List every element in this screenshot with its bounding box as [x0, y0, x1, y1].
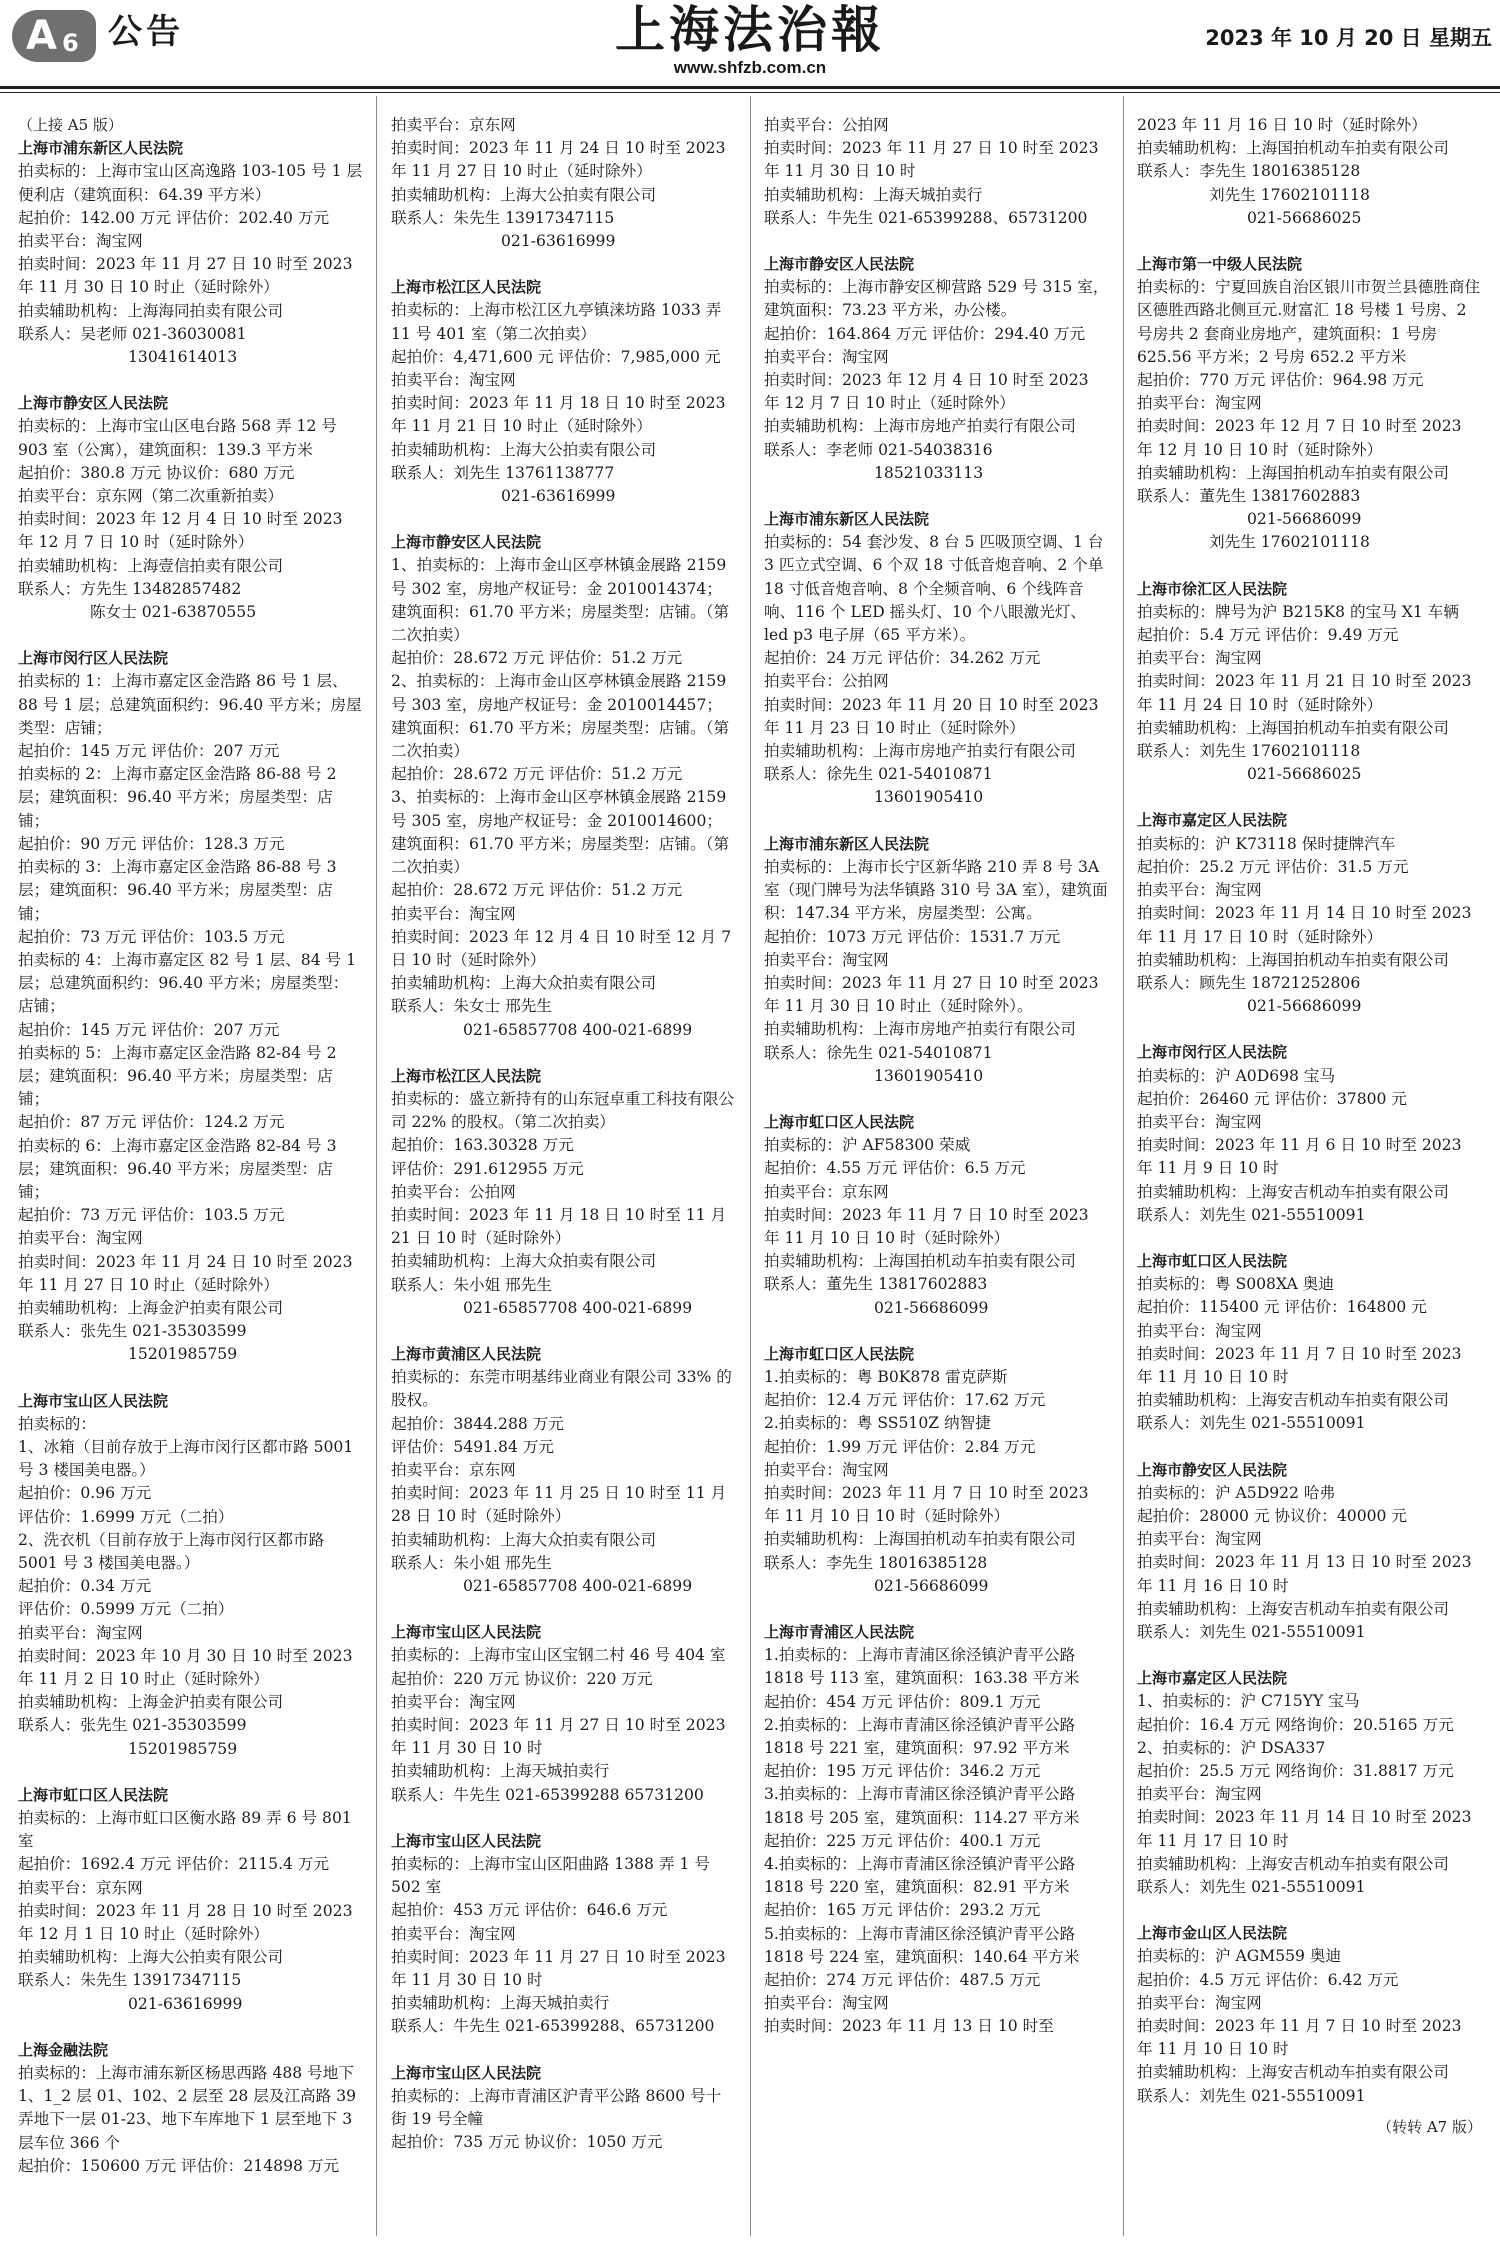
notice-line: 起拍价：73 万元 评估价：103.5 万元	[18, 927, 285, 946]
notice-separator	[391, 2039, 736, 2062]
notice-line: 拍卖时间：2023 年 11 月 27 日 10 时至 2023 年 11 月 30 日 10 时止（延时除外）	[18, 255, 353, 297]
notice-line: 拍卖时间：2023 年 11 月 14 日 10 时至 2023 年 11 月 17 日 10 时（延时除外）	[1137, 904, 1472, 946]
notice-line: 起拍价：0.34 万元	[18, 1577, 152, 1596]
page-letter: A	[26, 13, 57, 59]
notice-line: 拍卖时间：2023 年 12 月 7 日 10 时至 2023 年 12 月 10 日 10 时（延时除外）	[1137, 417, 1462, 459]
notice-line: 拍卖标的：东莞市明基纬业商业有限公司 33% 的股权。	[391, 1368, 732, 1410]
notice-line: 拍卖时间：2023 年 11 月 21 日 10 时至 2023 年 11 月 24 日 10 时（延时除外）	[1137, 672, 1472, 714]
court-name: 上海市虹口区人民法院	[764, 1344, 915, 1363]
notice-line: 2023 年 11 月 16 日 10 时（延时除外）	[1137, 116, 1427, 134]
notice-line: 起拍价：165 万元 评估价：293.2 万元	[764, 1901, 1041, 1920]
notice-line: 拍卖标的 5：上海市嘉定区金浩路 82-84 号 2 层；建筑面积：96.40 平方米；房屋类型：店铺；	[18, 1043, 337, 1109]
notice-line: 评估价：0.5999 万元（二拍）	[18, 1600, 234, 1619]
notice-line: 联系人：牛先生 021-65399288、65731200	[764, 208, 1088, 227]
notice-line: 拍卖标的：沪 K73118 保时捷牌汽车	[1137, 834, 1396, 853]
notice-line: 拍卖平台：淘宝网	[764, 1460, 889, 1479]
notice-line: 拍卖标的：上海市静安区柳营路 529 号 315 室，建筑面积：73.23 平方米，办公楼。	[764, 278, 1109, 320]
contact-line: 刘先生 17602101118	[1209, 533, 1370, 552]
notice-line: 拍卖平台：淘宝网	[1137, 1321, 1262, 1340]
notice-line: 拍卖标的 2：上海市嘉定区金浩路 86-88 号 2 层；建筑面积：96.40 平方米；房屋类型：店铺；	[18, 765, 337, 830]
notice-line: 起拍价：1692.4 万元 评估价：2115.4 万元	[18, 1855, 330, 1874]
court-name: 上海市静安区人民法院	[18, 394, 169, 413]
announcement-columns	[14, 96, 1490, 2246]
notice-line: 联系人：李先生 18016385128	[764, 1553, 988, 1572]
notice-line: 拍卖平台：淘宝网	[1137, 649, 1262, 668]
court-name: 上海市静安区人民法院	[1137, 1460, 1288, 1479]
notice-line: 拍卖平台：淘宝网	[1137, 1993, 1262, 2012]
notice-line: 起拍价：274 万元 评估价：487.5 万元	[764, 1971, 1041, 1990]
notice-line: 拍卖标的 6：上海市嘉定区金浩路 82-84 号 3 层；建筑面积：96.40 平方米；房屋类型：店铺；	[18, 1136, 337, 1201]
notice-line: 起拍价：4.5 万元 评估价：6.42 万元	[1137, 1970, 1399, 1989]
notice-line: 起拍价：1073 万元 评估价：1531.7 万元	[764, 927, 1061, 946]
notice-line: 3.拍卖标的：上海市青浦区徐泾镇沪青平公路 1818 号 205 室，建筑面积：114.27 平方米	[764, 1785, 1080, 1827]
contact-number: 13601905410	[874, 1066, 984, 1085]
notice-line: 联系人：朱小姐 邢先生	[391, 1553, 552, 1572]
notice-line: 拍卖辅助机构：上海大众拍卖有限公司	[391, 1252, 657, 1271]
notice-line: 起拍价：220 万元 协议价：220 万元	[391, 1669, 653, 1688]
notice-line: 起拍价：87 万元 评估价：124.2 万元	[18, 1113, 285, 1132]
notice-separator	[764, 1320, 1109, 1343]
court-name: 上海市浦东新区人民法院	[18, 139, 184, 158]
notice-line: 拍卖辅助机构：上海市房地产拍卖行有限公司	[764, 742, 1076, 761]
notice-line: 拍卖标的：牌号为沪 B215K8 的宝马 X1 车辆	[1137, 602, 1459, 621]
notice-line: 拍卖辅助机构：上海大众拍卖有限公司	[391, 974, 657, 993]
notice-line: 拍卖标的：上海市宝山区电台路 568 弄 12 号 903 室（公寓），建筑面积：139.3 平方米	[18, 417, 337, 459]
column-divider	[750, 96, 751, 2236]
notice-line: 起拍价：12.4 万元 评估价：17.62 万元	[764, 1391, 1046, 1410]
notice-line: 拍卖标的：上海市浦东新区杨思西路 488 号地下 1、1_2 层 01、102、2 层至 28 层及江高路 39 弄地下一层 01-23、地下车库地下 1 层至地下 3 层车位 366 个	[18, 2064, 357, 2152]
court-name: 上海市松江区人民法院	[391, 278, 542, 297]
notice-line: 拍卖时间：2023 年 11 月 24 日 10 时至 2023 年 11 月 27 日 10 时止（延时除外）	[391, 139, 726, 181]
notice-line: 拍卖时间：2023 年 11 月 13 日 10 时至 2023 年 11 月 16 日 10 时	[1137, 1553, 1472, 1595]
notice-line: 起拍价：25.5 万元 网络询价：31.8817 万元	[1137, 1762, 1454, 1780]
notice-separator	[18, 369, 363, 392]
notice-line: 联系人：张先生 021-35303599	[18, 1322, 247, 1341]
notice-separator	[18, 624, 363, 647]
court-name: 上海金融法院	[18, 2040, 109, 2059]
notice-line: 拍卖辅助机构：上海国拍机动车拍卖有限公司	[1137, 950, 1449, 969]
notice-line: 拍卖标的：上海市宝山区阳曲路 1388 弄 1 号 502 室	[391, 1855, 710, 1897]
contact-number: 13601905410	[874, 788, 984, 807]
court-name: 上海市嘉定区人民法院	[1137, 1669, 1288, 1688]
notice-line: 联系人：朱小姐 邢先生	[391, 1275, 552, 1294]
contact-line: 021-65857708 400-021-6899	[463, 1020, 693, 1039]
notice-line: 2.拍卖标的：上海市青浦区徐泾镇沪青平公路 1818 号 221 室，建筑面积：97.92 平方米	[764, 1715, 1076, 1757]
court-name: 上海市宝山区人民法院	[18, 1391, 169, 1410]
contact-number: 15201985759	[128, 1739, 238, 1758]
court-name: 上海市浦东新区人民法院	[764, 510, 930, 529]
notice-line: 起拍价：770 万元 评估价：964.98 万元	[1137, 371, 1424, 390]
court-name: 上海市金山区人民法院	[1137, 1924, 1288, 1943]
newspaper-url[interactable]: www.shfzb.com.cn	[673, 58, 827, 77]
notice-line: 评估价：5491.84 万元	[391, 1437, 555, 1456]
notice-line: 1、冰箱（目前存放于上海市闵行区都市路 5001 号 3 楼国美电器。）	[18, 1437, 354, 1480]
notice-line: 联系人：刘先生 13761138777	[391, 463, 615, 482]
header-rule-thin	[0, 92, 1500, 93]
notice-line: 拍卖辅助机构：上海天城拍卖行	[391, 1994, 610, 2013]
notice-separator	[391, 1598, 736, 1621]
notice-line: 拍卖平台：京东网	[764, 1182, 889, 1201]
notice-separator	[1137, 555, 1482, 578]
notice-line: 联系人：吴老师 021-36030081	[18, 324, 247, 343]
court-name: 上海市静安区人民法院	[764, 255, 915, 274]
notice-separator	[1137, 786, 1482, 809]
notice-line: 联系人：董先生 13817602883	[764, 1275, 988, 1294]
notice-line: 起拍价：453 万元 评估价：646.6 万元	[391, 1901, 668, 1920]
notice-line: 拍卖辅助机构：上海国拍机动车拍卖有限公司	[764, 1530, 1076, 1549]
court-name: 上海市黄浦区人民法院	[391, 1344, 542, 1363]
notice-line: 拍卖辅助机构：上海安吉机动车拍卖有限公司	[1137, 2063, 1449, 2082]
notice-line: 拍卖辅助机构：上海大众拍卖有限公司	[391, 1530, 657, 1549]
notice-line: 拍卖时间：2023 年 11 月 18 日 10 时至 11 月 21 日 10 时（延时除外）	[391, 1205, 727, 1248]
notice-line: 拍卖时间：2023 年 11 月 27 日 10 时至 2023 年 11 月 30 日 10 时	[764, 139, 1099, 181]
notice-line: 联系人：牛先生 021-65399288 65731200	[391, 1785, 704, 1804]
court-name: 上海市松江区人民法院	[391, 1066, 542, 1085]
notice-line: 拍卖平台：京东网	[391, 116, 516, 134]
contact-number: 021-56686099	[874, 1576, 989, 1595]
column-divider	[376, 96, 377, 2236]
notice-line: 评估价：291.612955 万元	[391, 1159, 584, 1178]
notice-line: 拍卖辅助机构：上海安吉机动车拍卖有限公司	[1137, 1854, 1449, 1873]
notice-separator	[1137, 1436, 1482, 1459]
notice-line: 起拍价：4,471,600 元 评估价：7,985,000 元	[391, 347, 721, 366]
notice-line: 起拍价：28.672 万元 评估价：51.2 万元	[391, 765, 683, 784]
notice-line: 起拍价：115400 元 评估价：164800 元	[1137, 1298, 1427, 1317]
notice-line: 联系人：徐先生 021-54010871	[764, 765, 993, 784]
notice-line: 拍卖平台：公拍网	[764, 672, 889, 691]
notice-line: 起拍价：145 万元 评估价：207 万元	[18, 1020, 280, 1039]
notice-separator	[18, 1761, 363, 1784]
court-name: 上海市宝山区人民法院	[391, 1623, 542, 1642]
masthead	[0, 0, 1500, 86]
notice-line: 拍卖平台：淘宝网	[764, 347, 889, 366]
court-name: 上海市嘉定区人民法院	[1137, 811, 1288, 830]
newspaper-logo: 上海法治報	[615, 0, 885, 59]
notice-line: 拍卖平台：京东网	[391, 1460, 516, 1479]
notice-separator	[764, 1598, 1109, 1621]
notice-line: 拍卖时间：2023 年 11 月 14 日 10 时至 2023 年 11 月 17 日 10 时	[1137, 1808, 1472, 1850]
notice-line: 拍卖平台：京东网（第二次重新拍卖）	[18, 487, 284, 506]
notice-line: 联系人：顾先生 18721252806	[1137, 973, 1361, 992]
notice-line: 联系人：刘先生 021-55510091	[1137, 1878, 1366, 1897]
contact-number: 021-63616999	[128, 1994, 243, 2013]
notice-line: 拍卖平台：淘宝网	[1137, 881, 1262, 900]
notice-line: 联系人：李先生 18016385128	[1137, 162, 1361, 181]
notice-line: 起拍价：164.864 万元 评估价：294.40 万元	[764, 324, 1086, 343]
contact-line: 陈女士 021-63870555	[90, 603, 257, 622]
notice-line: 拍卖辅助机构：上海金沪拍卖有限公司	[18, 1693, 284, 1712]
notice-line: 拍卖辅助机构：上海大公拍卖有限公司	[18, 1948, 284, 1967]
notice-line: 联系人：刘先生 17602101118	[1137, 742, 1361, 761]
notice-line: 拍卖辅助机构：上海大公拍卖有限公司	[391, 185, 657, 204]
notice-line: 拍卖标的：54 套沙发、8 台 5 匹吸顶空调、1 台 3 匹立式空调、6 个双 18 寸低音炮音响、2 个单 18 寸低音炮音响、8 个全频音响、6 个线阵音响、116 个 LED 摇头灯、10 个八眼激光灯、led p3 电子屏（65 平方米）。	[764, 533, 1104, 645]
notice-line: 2、洗衣机（目前存放于上海市闵行区都市路 5001 号 3 楼国美电器。）	[18, 1530, 325, 1572]
notice-line: 拍卖平台：淘宝网	[391, 1924, 516, 1943]
court-name: 上海市浦东新区人民法院	[764, 834, 930, 853]
column-divider	[1123, 96, 1124, 2236]
notice-separator	[391, 1320, 736, 1343]
notice-line: 拍卖辅助机构：上海国拍机动车拍卖有限公司	[1137, 463, 1449, 482]
continued-on: （转转 A7 版）	[1377, 2117, 1482, 2136]
notice-separator	[391, 1042, 736, 1065]
notice-separator	[391, 253, 736, 276]
notice-line: 5.拍卖标的：上海市青浦区徐泾镇沪青平公路 1818 号 224 室，建筑面积：140.64 平方米	[764, 1924, 1080, 1966]
notice-line: 1、拍卖标的：上海市金山区亭林镇金展路 2159 号 302 室，房地产权证号：金 2010014374；建筑面积：61.70 平方米；房屋类型：店铺。（第二次拍卖）	[391, 556, 730, 645]
contact-number: 021-56686025	[1247, 765, 1362, 784]
column-1	[18, 114, 363, 2244]
notice-line: 拍卖标的：宁夏回族自治区银川市贺兰县德胜商住区德胜西路北侧亘元.财富汇 18 号楼 1 号房、2 号房共 2 套商业房地产，建筑面积：1 号房 625.56 平方米；2 号房 652.2 平方米	[1137, 278, 1481, 366]
notice-line: 起拍价：150600 万元 评估价：214898 万元	[18, 2156, 340, 2175]
notice-line: 联系人：张先生 021-35303599	[18, 1716, 247, 1735]
notice-line: 拍卖平台：淘宝网	[1137, 1112, 1262, 1131]
notice-separator	[1137, 1899, 1482, 1922]
contact-line: 刘先生 17602101118	[1209, 185, 1370, 204]
notice-line: 起拍价：28.672 万元 评估价：51.2 万元	[391, 649, 683, 668]
notice-line: 联系人：牛先生 021-65399288、65731200	[391, 2017, 715, 2036]
notice-line: 起拍价：5.4 万元 评估价：9.49 万元	[1137, 626, 1399, 645]
notice-line: 拍卖辅助机构：上海安吉机动车拍卖有限公司	[1137, 1182, 1449, 1201]
notice-line: 拍卖标的 3：上海市嘉定区金浩路 86-88 号 3 层；建筑面积：96.40 平方米；房屋类型：店铺；	[18, 858, 337, 923]
notice-line: 联系人：朱先生 13917347115	[391, 208, 615, 227]
page-number: 6	[62, 29, 79, 57]
column-3	[764, 114, 1109, 2244]
notice-line: 拍卖标的 1：上海市嘉定区金浩路 86 号 1 层、88 号 1 层；总建筑面积约：96.40 平方米；房屋类型：店铺；	[18, 672, 362, 737]
contact-number: 18521033113	[874, 463, 984, 482]
notice-line: 拍卖标的：上海市宝山区宝钢二村 46 号 404 室	[391, 1646, 726, 1665]
notice-line: 拍卖时间：2023 年 11 月 13 日 10 时至	[764, 2017, 1054, 2036]
notice-line: 拍卖辅助机构：上海市房地产拍卖行有限公司	[764, 1020, 1076, 1039]
page-number-badge	[12, 10, 96, 62]
contact-number: 021-56686099	[874, 1298, 989, 1317]
court-name: 上海市虹口区人民法院	[764, 1112, 915, 1131]
column-4	[1137, 114, 1482, 2244]
notice-line: 拍卖标的：上海市宝山区高逸路 103-105 号 1 层便利店（建筑面积：64.39 平方米）	[18, 162, 363, 204]
court-name: 上海市宝山区人民法院	[391, 2063, 542, 2082]
notice-line: 拍卖辅助机构：上海市房地产拍卖行有限公司	[764, 417, 1076, 436]
notice-separator	[1137, 1018, 1482, 1041]
notice-line: 联系人：朱先生 13917347115	[18, 1971, 242, 1990]
notice-line: 拍卖时间：2023 年 11 月 7 日 10 时至 2023 年 11 月 10 日 10 时（延时除外）	[764, 1483, 1089, 1526]
notice-separator	[764, 810, 1109, 833]
notice-line: 起拍价：735 万元 协议价：1050 万元	[391, 2133, 663, 2152]
notice-line: 拍卖时间：2023 年 11 月 27 日 10 时至 2023 年 11 月 30 日 10 时	[391, 1716, 726, 1758]
notice-line: 联系人：刘先生 021-55510091	[1137, 1622, 1366, 1641]
notice-line: 联系人：刘先生 021-55510091	[1137, 1205, 1366, 1224]
contact-number: 021-63616999	[501, 487, 616, 506]
contact-number: 15201985759	[128, 1345, 238, 1364]
notice-separator	[1137, 230, 1482, 253]
notice-line: 起拍价：90 万元 评估价：128.3 万元	[18, 834, 285, 853]
court-name: 上海市闵行区人民法院	[18, 649, 169, 668]
notice-line: 拍卖时间：2023 年 11 月 24 日 10 时至 2023 年 11 月 27 日 10 时止（延时除外）	[18, 1252, 353, 1294]
notice-line: 拍卖时间：2023 年 11 月 28 日 10 时至 2023 年 12 月 1 日 10 时止（延时除外）	[18, 1901, 353, 1944]
contact-line: 021-65857708 400-021-6899	[463, 1298, 693, 1317]
notice-line: 拍卖标的：上海市松江区九亭镇涞坊路 1033 弄 11 号 401 室（第二次拍卖）	[391, 301, 722, 343]
court-name: 上海市徐汇区人民法院	[1137, 579, 1288, 598]
notice-line: 起拍价：380.8 万元 协议价：680 万元	[18, 463, 295, 482]
notice-line: 拍卖辅助机构：上海安吉机动车拍卖有限公司	[1137, 1599, 1449, 1618]
notice-line: 联系人：刘先生 021-55510091	[1137, 1414, 1366, 1433]
notice-line: 拍卖平台：淘宝网	[1137, 394, 1262, 413]
contact-number: 021-63616999	[501, 232, 616, 251]
court-name: 上海市宝山区人民法院	[391, 1831, 542, 1850]
notice-line: 2、拍卖标的：沪 DSA337	[1137, 1738, 1326, 1757]
notice-line: 起拍价：28.672 万元 评估价：51.2 万元	[391, 881, 683, 900]
notice-line: 起拍价：145 万元 评估价：207 万元	[18, 742, 280, 761]
notice-line: 起拍价：0.96 万元	[18, 1484, 152, 1503]
notice-line: 拍卖平台：淘宝网	[18, 232, 143, 251]
notice-line: 起拍价：28000 元 协议价：40000 元	[1137, 1506, 1408, 1525]
notice-line: 拍卖时间：2023 年 10 月 30 日 10 时至 2023 年 11 月 2 日 10 时止（延时除外）	[18, 1646, 353, 1688]
notice-line: 拍卖平台：淘宝网	[391, 904, 516, 923]
contact-number: 021-56686099	[1247, 997, 1362, 1016]
contact-number: 13041614013	[128, 348, 238, 367]
notice-line: 拍卖辅助机构：上海国拍机动车拍卖有限公司	[1137, 139, 1449, 158]
notice-line: 拍卖平台：淘宝网	[18, 1229, 143, 1248]
notice-line: 拍卖时间：2023 年 11 月 7 日 10 时至 2023 年 11 月 10 日 10 时	[1137, 2017, 1462, 2059]
notice-line: 拍卖辅助机构：上海大公拍卖有限公司	[391, 440, 657, 459]
court-name: 上海市青浦区人民法院	[764, 1622, 915, 1641]
notice-line: 起拍价：16.4 万元 网络询价：20.5165 万元	[1137, 1715, 1454, 1734]
notice-line: 拍卖辅助机构：上海安吉机动车拍卖有限公司	[1137, 1391, 1449, 1410]
continued-from: （上接 A5 版）	[18, 116, 123, 134]
notice-line: 拍卖时间：2023 年 11 月 27 日 10 时至 2023 年 11 月 30 日 10 时	[391, 1947, 726, 1990]
notice-separator	[18, 1367, 363, 1390]
notice-line: 拍卖标的：上海市虹口区衡水路 89 弄 6 号 801 室	[18, 1809, 352, 1851]
notice-line: 1、拍卖标的：沪 C715YY 宝马	[1137, 1692, 1360, 1711]
notice-line: 拍卖标的 4：上海市嘉定区 82 号 1 层、84 号 1 层；总建筑面积约：96.40 平方米；房屋类型：店铺；	[18, 950, 357, 1016]
notice-line: 拍卖标的：沪 AF58300 荣威	[764, 1136, 971, 1155]
notice-line: 拍卖标的：	[18, 1414, 96, 1433]
notice-line: 拍卖平台：公拍网	[764, 116, 889, 134]
notice-line: 评估价：1.6999 万元（二拍）	[18, 1507, 234, 1526]
notice-line: 拍卖时间：2023 年 12 月 4 日 10 时至 2023 年 12 月 7 日 10 时（延时除外）	[18, 510, 343, 552]
notice-separator	[764, 485, 1109, 508]
notice-line: 拍卖平台：淘宝网	[1137, 1530, 1262, 1549]
notice-line: 拍卖时间：2023 年 11 月 7 日 10 时至 2023 年 11 月 10 日 10 时	[1137, 1344, 1462, 1386]
issue-date: 2023 年 10 月 20 日 星期五	[1205, 26, 1492, 50]
notice-line: 起拍价：3844.288 万元	[391, 1414, 564, 1433]
notice-line: 3、拍卖标的：上海市金山区亭林镇金展路 2159 号 305 室，房地产权证号：金 2010014600；建筑面积：61.70 平方米；房屋类型：店铺。（第二次拍卖）	[391, 788, 730, 877]
notice-line: 拍卖时间：2023 年 12 月 4 日 10 时至 2023 年 12 月 7 日 10 时止（延时除外）	[764, 371, 1089, 413]
notice-line: 起拍价：25.2 万元 评估价：31.5 万元	[1137, 857, 1409, 876]
notice-line: 联系人：董先生 13817602883	[1137, 487, 1361, 506]
notice-line: 拍卖时间：2023 年 11 月 18 日 10 时至 2023 年 11 月 21 日 10 时止（延时除外）	[391, 394, 726, 436]
notice-line: 联系人：徐先生 021-54010871	[764, 1043, 993, 1062]
notice-line: 起拍价：26460 元 评估价：37800 元	[1137, 1089, 1408, 1108]
notice-line: 拍卖标的：沪 AGM559 奥迪	[1137, 1947, 1342, 1966]
notice-separator	[18, 2016, 363, 2039]
notice-line: 起拍价：163.30328 万元	[391, 1136, 574, 1155]
notice-line: 起拍价：195 万元 评估价：346.2 万元	[764, 1762, 1041, 1781]
notice-line: 联系人：方先生 13482857482	[18, 579, 242, 598]
notice-line: 拍卖标的：沪 A0D698 宝马	[1137, 1066, 1336, 1085]
court-name: 上海市静安区人民法院	[391, 533, 542, 552]
notice-line: 拍卖标的：上海市青浦区沪青平公路 8600 号十街 19 号全幢	[391, 2086, 722, 2129]
notice-line: 联系人：刘先生 021-55510091	[1137, 2086, 1366, 2105]
notice-separator	[391, 508, 736, 531]
notice-line: 2.拍卖标的：粤 SS510Z 纳智捷	[764, 1414, 991, 1433]
notice-line: 拍卖平台：淘宝网	[391, 371, 516, 390]
notice-line: 4.拍卖标的：上海市青浦区徐泾镇沪青平公路 1818 号 220 室，建筑面积：82.91 平方米	[764, 1855, 1076, 1897]
notice-line: 拍卖时间：2023 年 12 月 4 日 10 时至 12 月 7 日 10 时（延时除外）	[391, 927, 732, 969]
notice-line: 拍卖标的：上海市长宁区新华路 210 弄 8 号 3A 室（现门牌号为法华镇路 310 号 3A 室），建筑面积：147.34 平方米，房屋类型：公寓。	[764, 857, 1108, 923]
notice-line: 起拍价：225 万元 评估价：400.1 万元	[764, 1831, 1041, 1850]
notice-line: 1.拍卖标的：上海市青浦区徐泾镇沪青平公路 1818 号 113 室，建筑面积：163.38 平方米	[764, 1646, 1080, 1688]
notice-line: 起拍价：73 万元 评估价：103.5 万元	[18, 1206, 285, 1225]
notice-line: 拍卖辅助机构：上海天城拍卖行	[391, 1762, 610, 1781]
notice-line: 拍卖辅助机构：上海天城拍卖行	[764, 185, 983, 204]
contact-number: 021-56686025	[1247, 208, 1362, 227]
column-2	[391, 114, 736, 2244]
notice-line: 拍卖标的：粤 S008XA 奥迪	[1137, 1275, 1334, 1294]
notice-line: 起拍价：454 万元 评估价：809.1 万元	[764, 1692, 1041, 1711]
notice-line: 拍卖辅助机构：上海壹信拍卖有限公司	[18, 556, 284, 575]
notice-line: 拍卖时间：2023 年 11 月 25 日 10 时至 11 月 28 日 10 时（延时除外）	[391, 1484, 727, 1526]
notice-line: 起拍价：142.00 万元 评估价：202.40 万元	[18, 208, 330, 227]
court-name: 上海市虹口区人民法院	[1137, 1251, 1288, 1270]
notice-line: 拍卖平台：淘宝网	[1137, 1785, 1262, 1804]
section-title: 公告	[108, 12, 184, 52]
notice-separator	[1137, 1227, 1482, 1250]
notice-line: 拍卖时间：2023 年 11 月 20 日 10 时至 2023 年 11 月 23 日 10 时止（延时除外）	[764, 695, 1099, 737]
court-name: 上海市虹口区人民法院	[18, 1785, 169, 1804]
court-name: 上海市闵行区人民法院	[1137, 1043, 1288, 1062]
notice-line: 2、拍卖标的：上海市金山区亭林镇金展路 2159 号 303 室，房地产权证号：金 2010014457；建筑面积：61.70 平方米；房屋类型：店铺。（第二次拍卖）	[391, 672, 730, 761]
notice-line: 拍卖时间：2023 年 11 月 6 日 10 时至 2023 年 11 月 9 日 10 时	[1137, 1136, 1462, 1178]
notice-line: 拍卖辅助机构：上海海同拍卖有限公司	[18, 301, 284, 320]
notice-separator	[764, 230, 1109, 253]
notice-separator	[764, 1088, 1109, 1111]
notice-line: 拍卖平台：淘宝网	[391, 1692, 516, 1711]
contact-number: 021-56686099	[1247, 510, 1362, 529]
notice-line: 拍卖时间：2023 年 11 月 7 日 10 时至 2023 年 11 月 10 日 10 时（延时除外）	[764, 1205, 1089, 1247]
notice-line: 拍卖标的：盛立新持有的山东冠卓重工科技有限公司 22% 的股权。（第二次拍卖）	[391, 1089, 735, 1132]
notice-line: 联系人：李老师 021-54038316	[764, 440, 993, 459]
notice-separator	[1137, 1644, 1482, 1667]
contact-line: 021-65857708 400-021-6899	[463, 1576, 693, 1595]
notice-line: 联系人：朱女士 邢先生	[391, 997, 552, 1016]
notice-line: 起拍价：4.55 万元 评估价：6.5 万元	[764, 1159, 1026, 1178]
notice-line: 拍卖平台：淘宝网	[764, 950, 889, 969]
notice-line: 起拍价：24 万元 评估价：34.262 万元	[764, 649, 1041, 668]
notice-line: 拍卖平台：淘宝网	[764, 1994, 889, 2013]
notice-line: 1.拍卖标的：粤 B0K878 雷克萨斯	[764, 1367, 1008, 1386]
court-name: 上海市第一中级人民法院	[1137, 255, 1303, 274]
notice-line: 拍卖辅助机构：上海金沪拍卖有限公司	[18, 1298, 284, 1317]
notice-line: 拍卖时间：2023 年 11 月 27 日 10 时至 2023 年 11 月 30 日 10 时止（延时除外）。	[764, 973, 1099, 1016]
notice-line: 起拍价：1.99 万元 评估价：2.84 万元	[764, 1437, 1036, 1456]
header-rule	[0, 86, 1500, 89]
notice-line: 拍卖平台：京东网	[18, 1878, 143, 1897]
notice-separator	[391, 1807, 736, 1830]
notice-line: 拍卖辅助机构：上海国拍机动车拍卖有限公司	[764, 1252, 1076, 1271]
notice-line: 拍卖平台：公拍网	[391, 1182, 516, 1201]
notice-line: 拍卖辅助机构：上海国拍机动车拍卖有限公司	[1137, 718, 1449, 737]
notice-line: 拍卖标的：沪 A5D922 哈弗	[1137, 1483, 1336, 1502]
notice-line: 拍卖平台：淘宝网	[18, 1623, 143, 1642]
